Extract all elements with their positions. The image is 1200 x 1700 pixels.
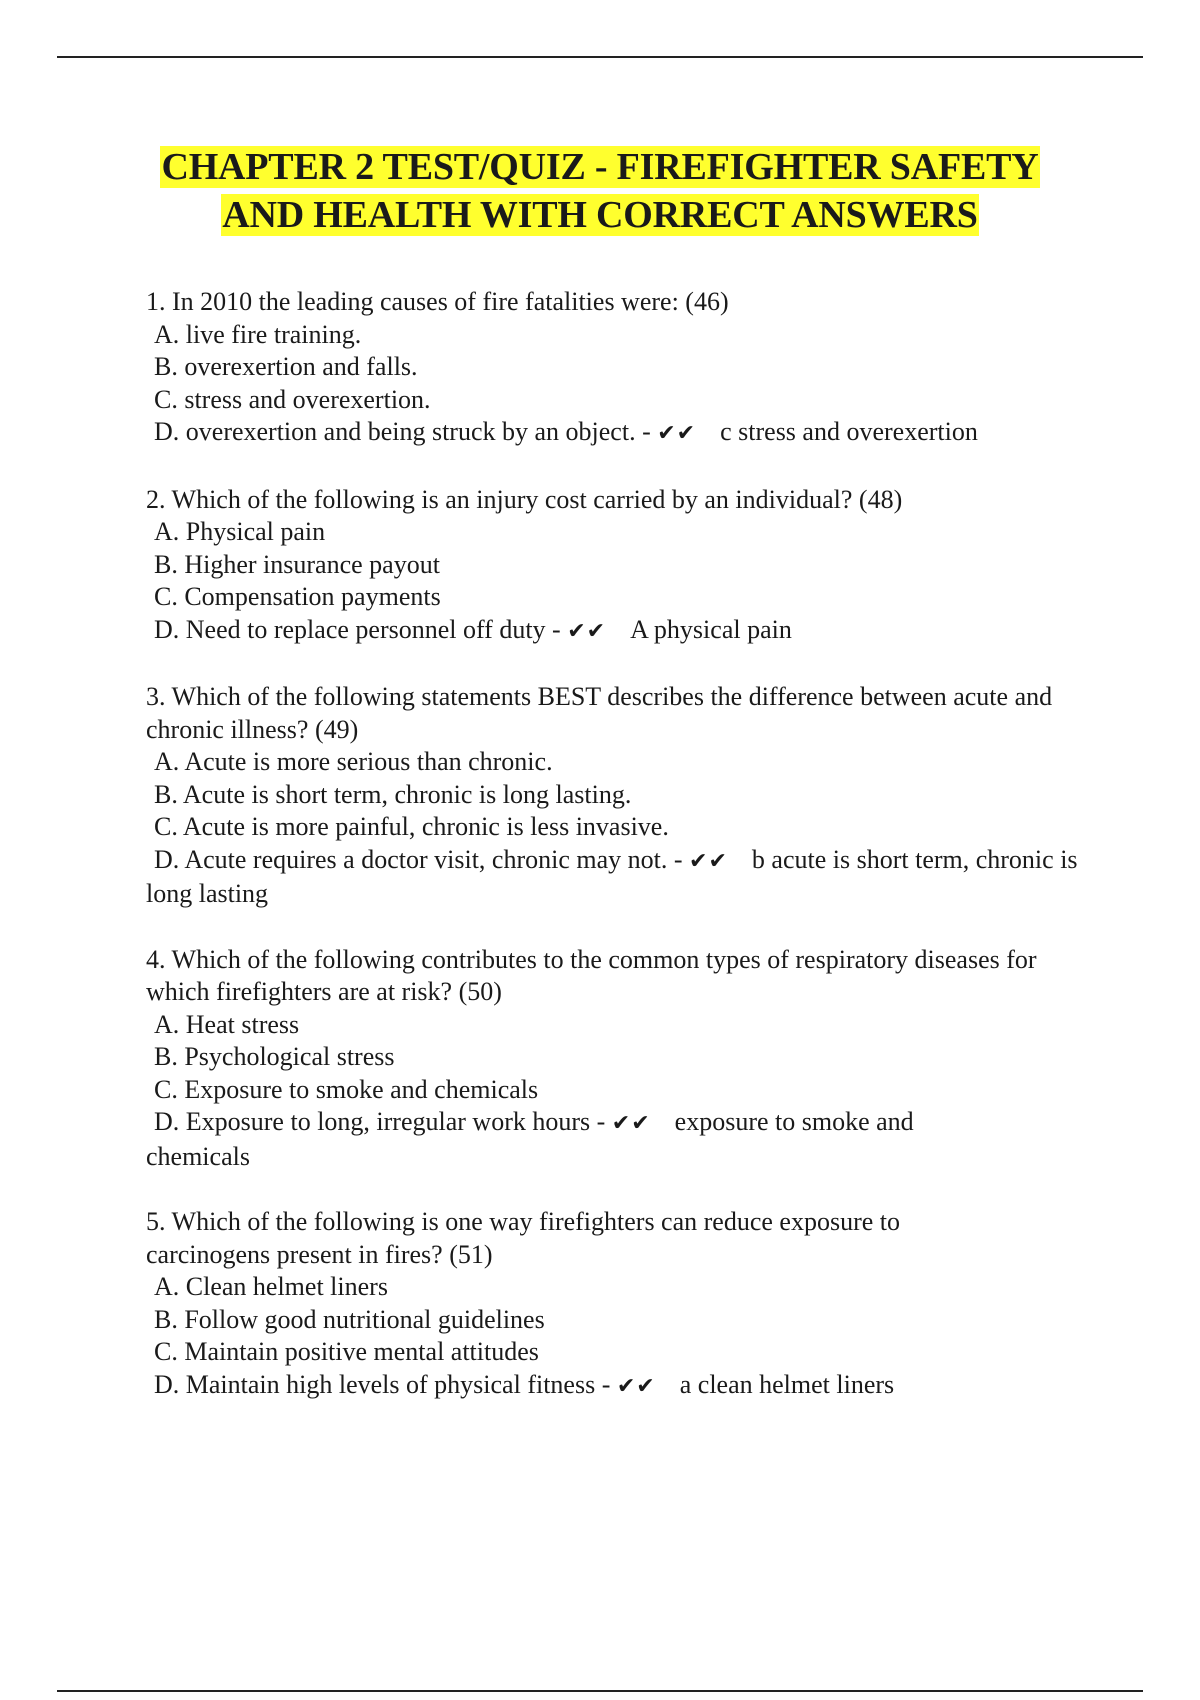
option-c: C. Maintain positive mental attitudes (154, 1337, 539, 1366)
bottom-rule (57, 1690, 1143, 1692)
question-text: 3. Which of the following statements BEST describes the difference between acute and chronic illness? (49) (146, 682, 1053, 744)
question-text: 5. Which of the following is one way firefighters can reduce exposure to carcinogens present in fires? (51) (146, 1207, 900, 1269)
option-d-row (146, 1106, 986, 1173)
correct-answer: b acute is short term, chronic is long lasting (146, 844, 1078, 908)
option-a: A. Clean helmet liners (154, 1272, 388, 1301)
option-d: D. Need to replace personnel off duty - (154, 614, 561, 644)
option-c: C. stress and overexertion. (154, 384, 431, 414)
checkmark-icon: ✔✔ (611, 1111, 651, 1136)
option-d: D. Maintain high levels of physical fitness - (154, 1369, 611, 1399)
option-b: B. Higher insurance payout (154, 549, 440, 579)
option-d-row (146, 1369, 1096, 1404)
question-list (146, 286, 1096, 1436)
title-line-1: CHAPTER 2 TEST/QUIZ - FIREFIGHTER SAFETY (161, 146, 1039, 188)
option-b: B. Acute is short term, chronic is long lasting. (154, 779, 632, 809)
correct-answer: A physical pain (630, 614, 792, 644)
option-a: A. live fire training. (154, 319, 362, 349)
option-d-row (146, 614, 1096, 649)
checkmark-icon: ✔✔ (657, 421, 697, 446)
option-d: D. Exposure to long, irregular work hours - (154, 1107, 606, 1136)
option-a: A. Physical pain (154, 517, 326, 546)
question-1 (146, 286, 1096, 451)
option-c: C. Exposure to smoke and chemicals (154, 1074, 539, 1104)
option-c: C. Acute is more painful, chronic is less invasive. (154, 812, 669, 841)
correct-answer: exposure to smoke and chemicals (146, 1107, 914, 1171)
question-5 (146, 1206, 1096, 1403)
question-2 (146, 484, 1096, 649)
top-rule (57, 56, 1143, 58)
checkmark-icon: ✔✔ (567, 618, 607, 644)
option-d-row (146, 416, 1096, 451)
option-a: A. Heat stress (154, 1009, 300, 1039)
question-text: 4. Which of the following contributes to the common types of respiratory diseases for which firefighters are at risk? (50) (146, 944, 1037, 1006)
question-4 (146, 944, 1096, 1174)
option-d-row (146, 844, 1096, 911)
option-d: D. overexertion and being struck by an object. - (154, 417, 651, 446)
checkmark-icon: ✔✔ (689, 848, 728, 874)
option-a: A. Acute is more serious than chronic. (154, 747, 553, 776)
question-text: 1. In 2010 the leading causes of fire fatalities were: (46) (146, 287, 729, 316)
option-b: B. overexertion and falls. (154, 352, 418, 381)
page-title (0, 143, 1200, 239)
option-b: B. Follow good nutritional guidelines (154, 1304, 545, 1334)
question-text: 2. Which of the following is an injury cost carried by an individual? (48) (146, 484, 903, 514)
question-3 (146, 681, 1096, 911)
correct-answer: c stress and overexertion (720, 417, 978, 446)
correct-answer: a clean helmet liners (679, 1369, 895, 1399)
option-d: D. Acute requires a doctor visit, chronic may not. - (154, 844, 683, 874)
title-line-2: AND HEALTH WITH CORRECT ANSWERS (222, 194, 978, 236)
option-c: C. Compensation payments (154, 582, 441, 611)
checkmark-icon: ✔✔ (616, 1373, 656, 1399)
option-b: B. Psychological stress (154, 1042, 395, 1071)
